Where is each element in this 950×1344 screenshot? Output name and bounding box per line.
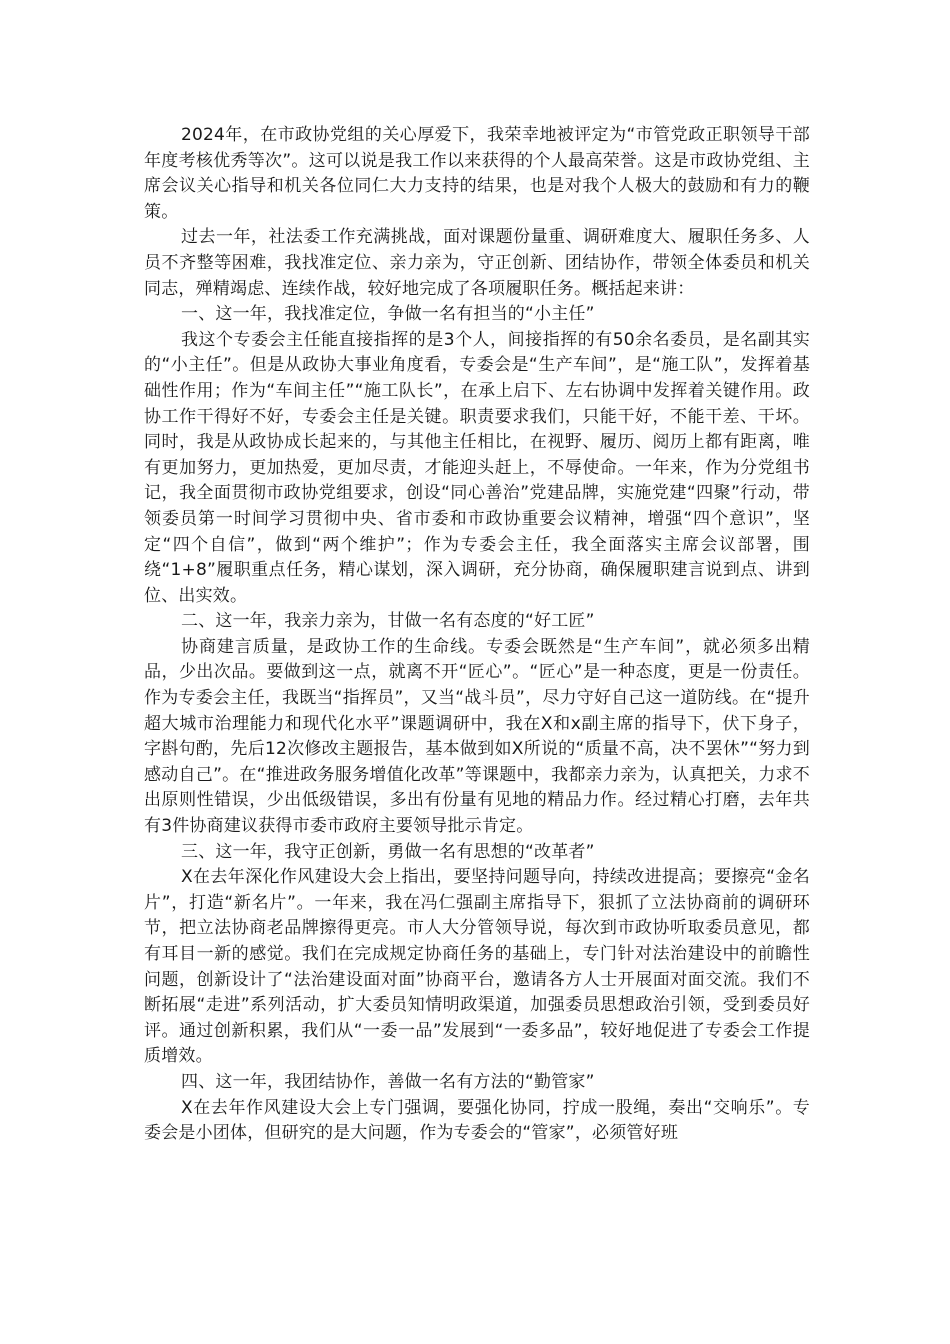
section-body-3: X在去年深化作风建设大会上指出，要坚持问题导向，持续改进提高；要擦亮“金名片”，打造“新名片”。一年来，我在冯仁强副主席指导下，狠抓了立法协商前的调研环节，把立法协商老品牌擦得更亮。市人大分管领导说，每次到市政协听取委员意见，都有耳目一新的感觉。我们在完成规定协商任务的基础上，专门针对法治建设中的前瞻性问题，创新设计了“法治建设面对面”协商平台，邀请各方人士开展面对面交流。我们不断拓展“走进”系列活动，扩大委员知情明政渠道，加强委员思想政治引领，受到委员好评。通过创新积累，我们从“一委一品”发展到“一委多品”，较好地促进了专委会工作提质增效。: [144, 867, 810, 1067]
section-body-1: 我这个专委会主任能直接指挥的是3个人，间接指挥的有50余名委员，是名副其实的“小主任”。但是从政协大事业角度看，专委会是“生产车间”，是“施工队”，发挥着基础性作用；作为“车间主任”“施工队长”，在承上启下、左右协调中发挥着关键作用。政协工作干得好不好，专委会主任是关键。职责要求我们，只能干好，不能干差、干坏。同时，我是从政协成长起来的，与其他主任相比，在视野、履历、阅历上都有距离，唯有更加努力，更加热爱，更加尽责，才能迎头赶上，不辱使命。一年来，作为分党组书记，我全面贯彻市政协党组要求，创设“同心善治”党建品牌，实施党建“四聚”行动，带领委员第一时间学习贯彻中央、省市委和市政协重要会议精神，增强“四个意识”，坚定“四个自信”，做到“两个维护”；作为专委会主任，我全面落实主席会议部署，围绕“1+8”履职重点任务，精心谋划，深入调研，充分协商，确保履职建言说到点、讲到位、出实效。: [144, 329, 810, 606]
section-heading-4: 四、这一年，我团结协作，善做一名有方法的“勤管家”: [181, 1071, 595, 1092]
section-body-2: 协商建言质量，是政协工作的生命线。专委会既然是“生产车间”，就必须多出精品，少出次品。要做到这一点，就离不开“匠心”。“匠心”是一种态度，更是一份责任。作为专委会主任，我既当“指挥员”，又当“战斗员”，尽力守好自己这一道防线。在“提升超大城市治理能力和现代化水平”课题调研中，我在X和x副主席的指导下，伏下身子，字斟句酌，先后12次修改主题报告，基本做到如X所说的“质量不高，决不罢休”“努力到感动自己”。在“推进政务服务增值化改革”等课题中，我都亲力亲为，认真把关，力求不出原则性错误，少出低级错误，多出有份量有见地的精品力作。经过精心打磨，去年共有3件协商建议获得市委市政府主要领导批示肯定。: [144, 636, 810, 837]
intro-paragraph: 2024年，在市政协党组的关心厚爱下，我荣幸地被评定为“市管党政正职领导干部年度考核优秀等次”。这可以说是我工作以来获得的个人最高荣誉。这是市政协党组、主席会议关心指导和机关各位同仁大力支持的结果，也是对我个人极大的鼓励和有力的鞭策。: [144, 125, 810, 222]
section-body-4: X在去年作风建设大会上专门强调，要强化协同，拧成一股绳，奏出“交响乐”。专委会是小团体，但研究的是大问题，作为专委会的“管家”，必须管好班: [144, 1097, 810, 1144]
section-heading-2: 二、这一年，我亲力亲为，甘做一名有态度的“好工匠”: [181, 611, 595, 632]
document-page: [144, 123, 810, 1147]
overview-paragraph: 过去一年，社法委工作充满挑战，面对课题份量重、调研难度大、履职任务多、人员不齐整等困难，我找准定位、亲力亲为，守正创新、团结协作，带领全体委员和机关同志，殚精竭虑、连续作战，较好地完成了各项履职任务。概括起来讲：: [144, 227, 810, 299]
section-heading-3: 三、这一年，我守正创新，勇做一名有思想的“改革者”: [181, 841, 595, 862]
section-heading-1: 一、这一年，我找准定位，争做一名有担当的“小主任”: [181, 304, 595, 325]
